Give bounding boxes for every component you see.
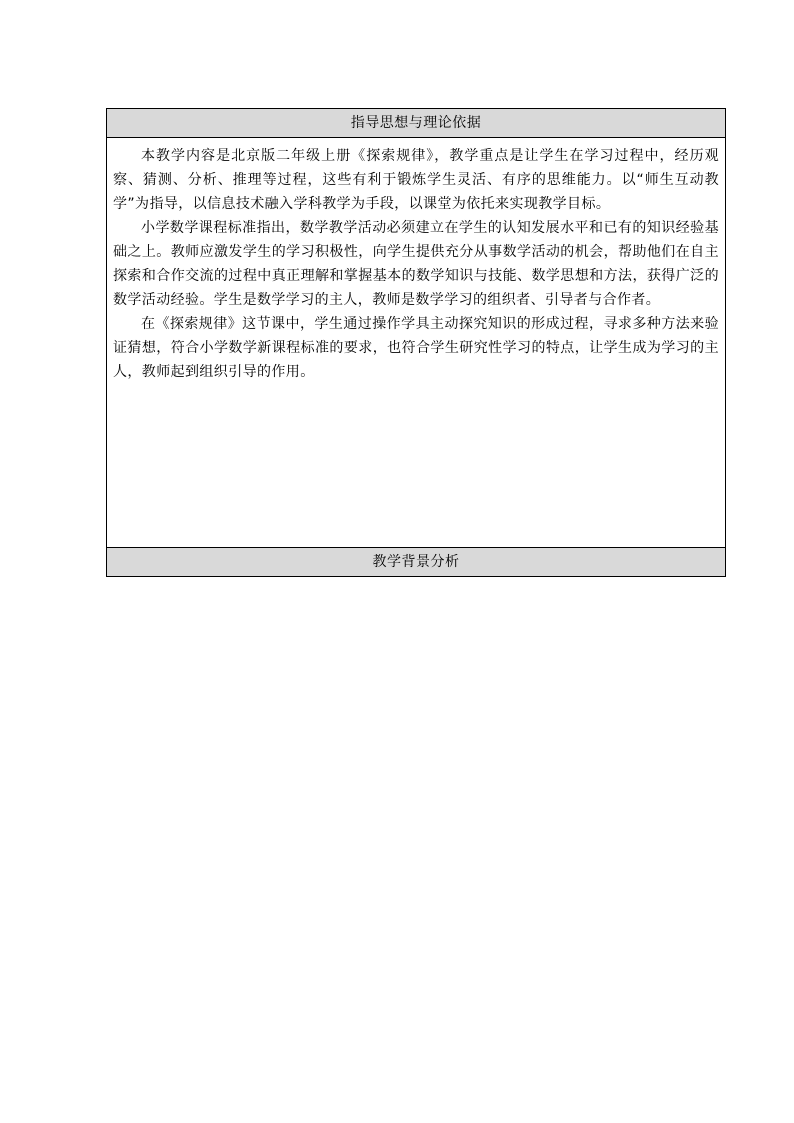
paragraph: 在《探索规律》这节课中，学生通过操作学具主动探究知识的形成过程，寻求多种方法来验证猜想，符合小学数学新课程标准的要求，也符合学生研究性学习的特点，让学生成为学习的主人，教师起到组织引导的作用。: [113, 316, 719, 380]
section-heading-guiding-thought: 指导思想与理论依据: [107, 109, 726, 138]
section-body-content: [107, 138, 725, 384]
section-header-row: [107, 109, 726, 138]
section-body-row: [107, 138, 726, 548]
section-body-guiding-thought: [107, 138, 726, 548]
paragraph: 小学数学课程标准指出，数学教学活动必须建立在学生的认知发展水平和已有的知识经验基础之上。教师应激发学生的学习积极性，向学生提供充分从事数学活动的机会，帮助他们在自主探索和合作交流的过程中真正理解和掌握基本的数学知识与技能、数学思想和方法，获得广泛的数学活动经验。学生是数学学习的主人，教师是数学学习的组织者、引导者与合作者。: [113, 220, 719, 308]
lesson-plan-table: [106, 108, 726, 577]
paragraph: 本教学内容是北京版二年级上册《探索规律》，教学重点是让学生在学习过程中，经历观察、猜测、分析、推理等过程，这些有利于锻炼学生灵活、有序的思维能力。以“师生互动教学”为指导，以信息技术融入学科教学为手段，以课堂为依托来实现教学目标。: [113, 148, 719, 212]
section-heading-background-analysis: 教学背景分析: [107, 548, 726, 577]
section-header-row: [107, 548, 726, 577]
